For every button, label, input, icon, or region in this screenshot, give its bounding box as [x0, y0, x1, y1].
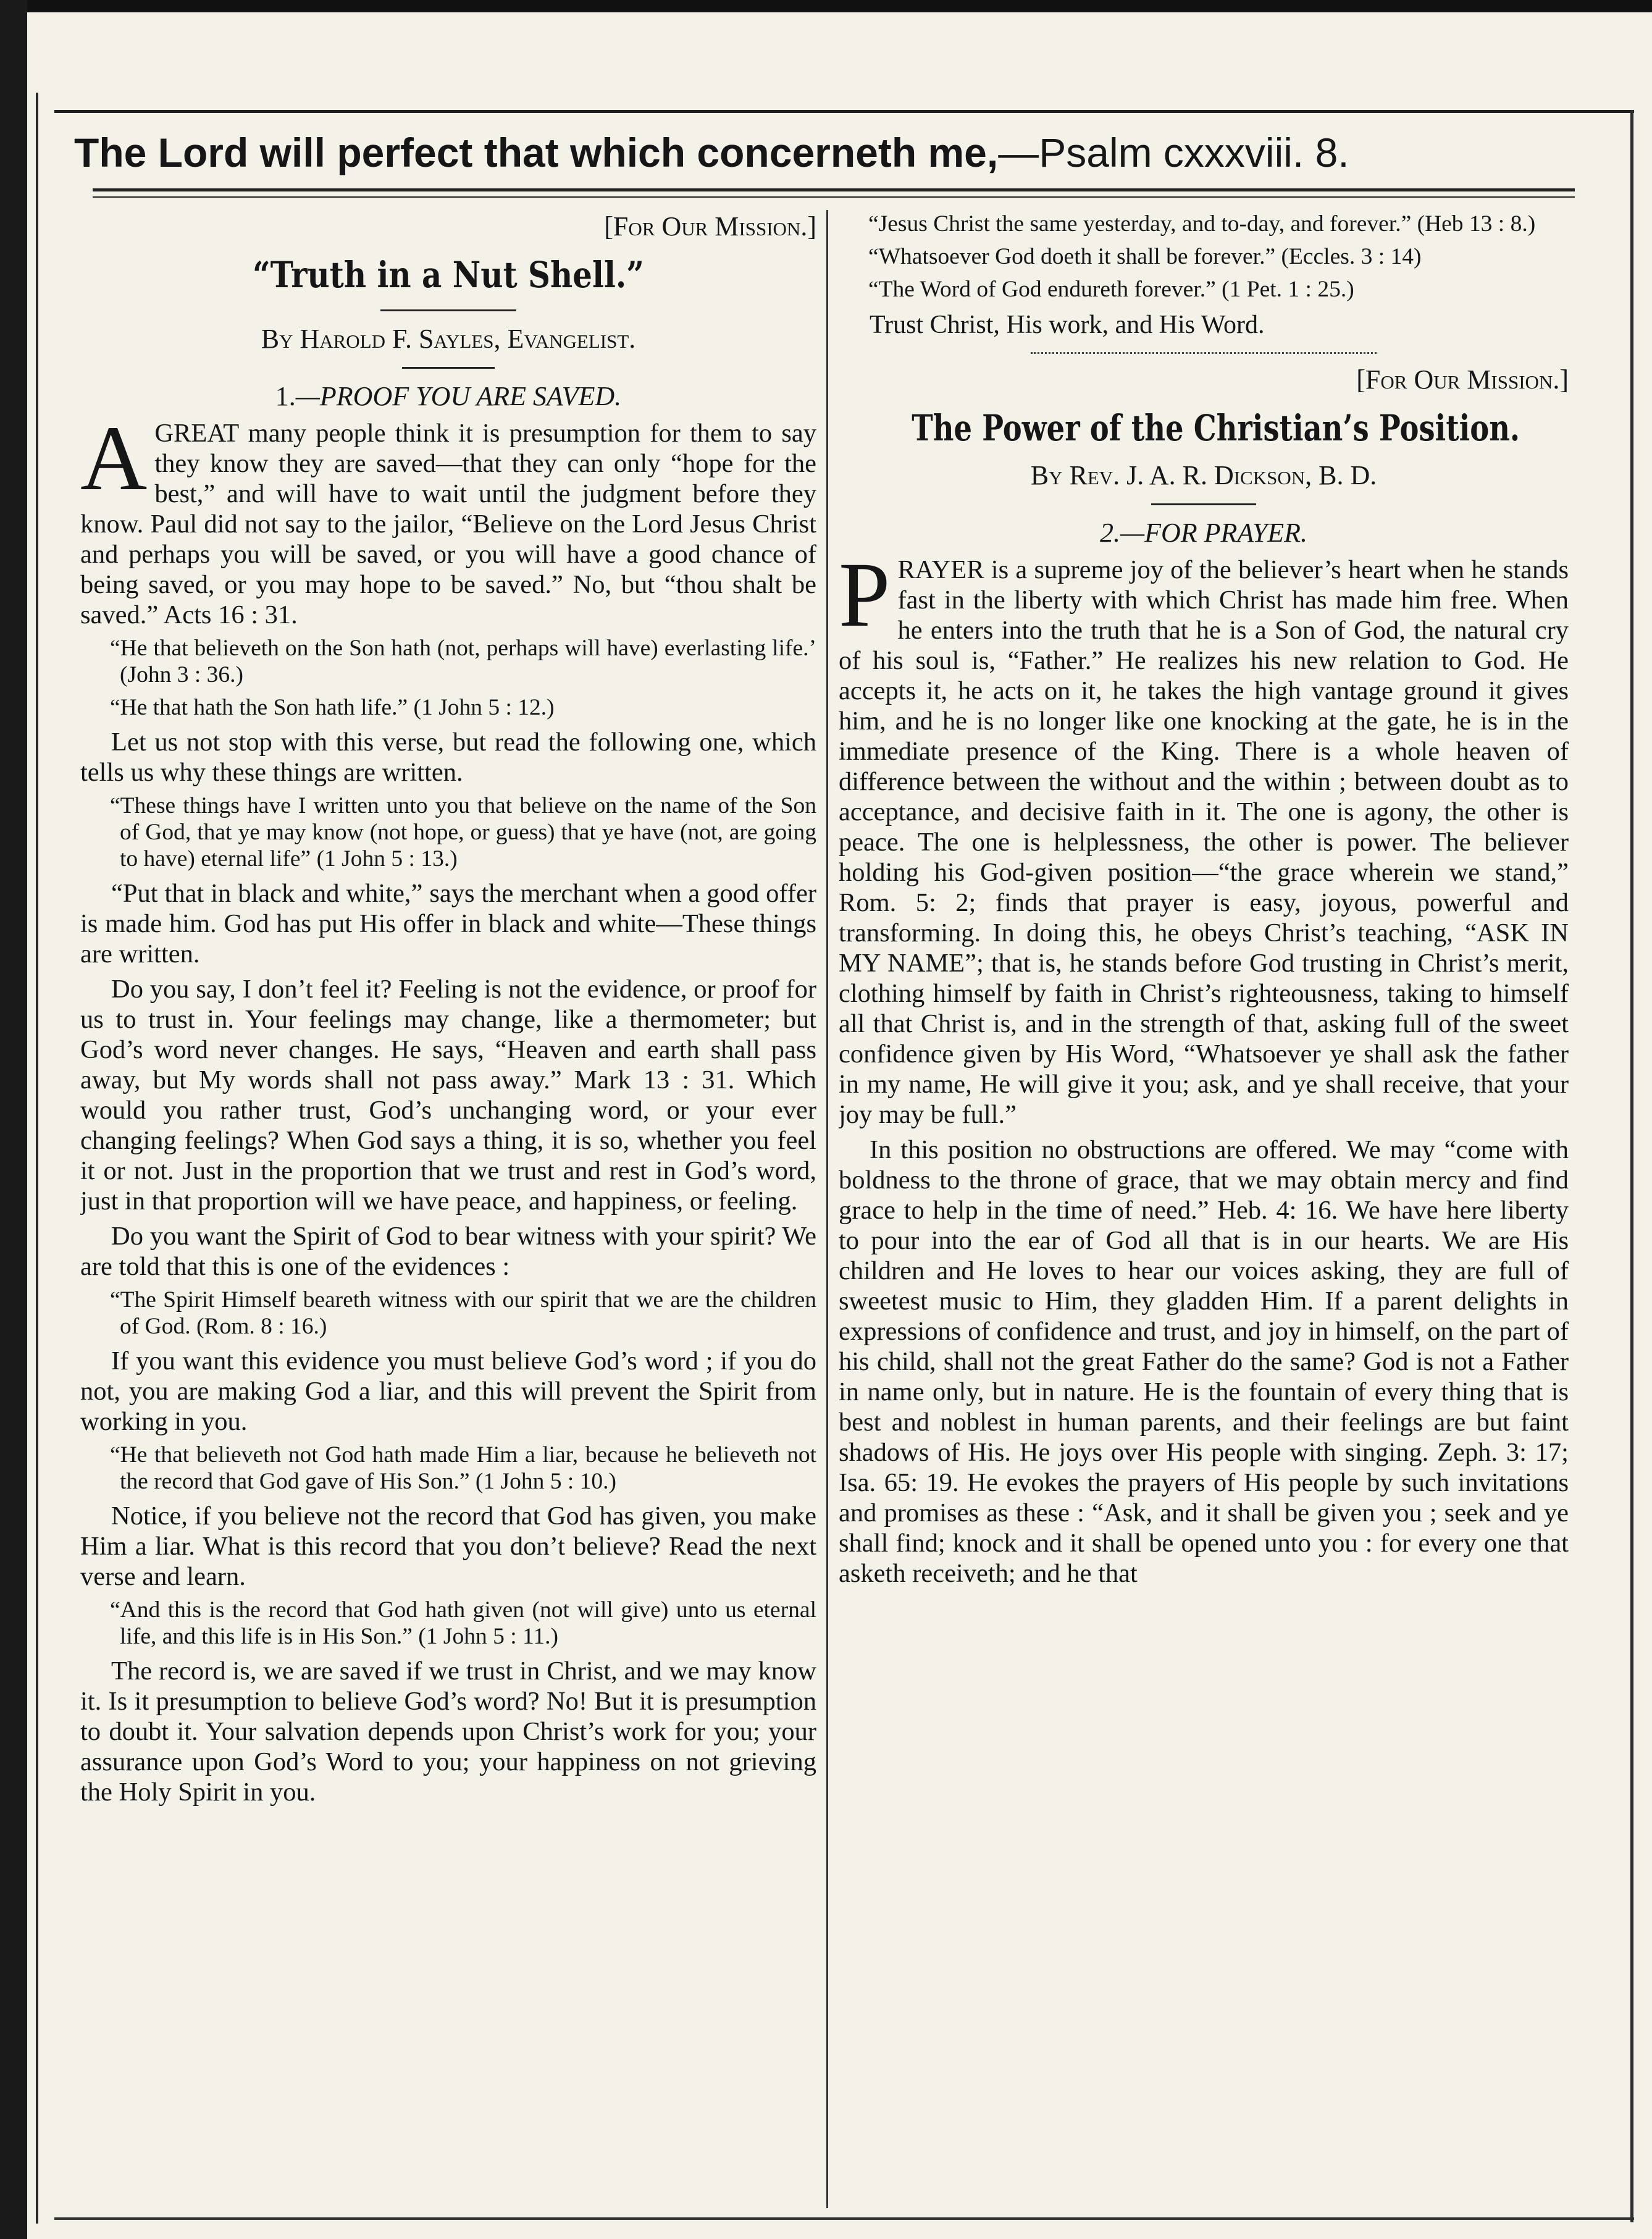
header-reference: —Psalm cxxxviii. 8.	[998, 130, 1349, 175]
article1-paragraph-1: AGREAT many people think it is presumption for them to say they know they are saved—that they can only “hope for the best,” and will have to wait until the judgment before they know. Paul did not say to the jailor, “Believe on the Lord Jesus Christ and perhaps you will be saved, or you will have a good chance of being saved, or you may hope to be saved.” No, but “thou shalt be saved.” Acts 16 : 31.	[80, 407, 816, 629]
article1-quote-4: “The Spirit Himself beareth witness with our spirit that we are the children of God. (Rom. 8 : 16.)	[110, 1287, 816, 1339]
left-column	[80, 207, 816, 2208]
article1-quote-5: “He that believeth not God hath made Him a liar, because he believeth not the record that God gave of His Son.” (1 John 5 : 10.)	[110, 1442, 816, 1494]
article-separator	[1031, 352, 1377, 354]
header-rule-thin	[93, 196, 1575, 198]
frame-bottom-rule	[54, 2217, 1634, 2220]
column-divider	[826, 210, 828, 2208]
article1-quote-3: “These things have I written unto you that believe on the name of the Son of God, that ye may know (not hope, or guess) that ye have (not, are going to have) eternal life” (1 John 5 : 13.)	[110, 793, 816, 872]
header-rule-thick	[93, 188, 1575, 191]
article1-paragraph-7: Notice, if you believe not the record that God has given, you make Him a liar. What is this record that you don’t believe? Read the next verse and learn.	[80, 1502, 816, 1591]
article2-paragraph-1: PRAYER is a supreme joy of the believer’s heart when he stands fast in the liberty with which Christ has made him free. When he enters into the truth that he is a Son of God, the natural cry of his soul is, “Father.” He realizes his new relation to God. He accepts it, he acts on it, he takes the high vantage ground it gives him, and he is no longer like one knocking at the gate, he is in the immediate presence of the King. There is a whole heaven of difference between the without and the within ; between doubt as to acceptance, and decisive faith in it. The one is agony, the other is peace. The one is helplessness, the other is power. The believer holding his God-given position—“the grace wherein we stand,” Rom. 5: 2; finds that prayer is easy, joyous, powerful and transforming. In doing this, he obeys Christ’s teaching, “ASK IN MY NAME”; that is, he stands before God trusting in Christ’s merit, clothing himself by faith in Christ’s righteousness, taking to himself all that Christ is, and in the strength of that, asking full of the sweet confidence given by His Word, “Whatsoever ye shall ask the father in my name, He will give it you; ask, and ye shall receive, that your joy may be full.”	[839, 544, 1569, 1129]
article1-source: [For Our Mission.]	[604, 211, 816, 242]
article1-subhead-text: —PROOF YOU ARE SAVED.	[295, 381, 622, 411]
article2-title: The Power of the Christian’s Position.	[912, 407, 1520, 449]
header-verse: The Lord will perfect that which concerneth me,	[74, 130, 999, 175]
article2-source: [For Our Mission.]	[1356, 364, 1569, 395]
article1-paragraph-6: If you want this evidence you must believe God’s word ; if you do not, you are making God a liar, and this will prevent the Spirit from working in you.	[80, 1346, 816, 1436]
article1-quote-6: “And this is the record that God hath given (not will give) unto us eternal life, and this life is in His Son.” (1 John 5 : 11.)	[110, 1597, 816, 1649]
article1-quote-1: “He that believeth on the Son hath (not, perhaps will have) everlasting life.’ (John 3 : 36.)	[110, 636, 816, 687]
scan-binding-edge	[0, 0, 27, 2239]
frame-right-rule	[1630, 110, 1633, 2222]
article1-byline: By Harold F. Sayles, Evangelist.	[261, 324, 636, 354]
article1-quote-8: “Whatsoever God doeth it shall be forever.” (Eccles. 3 : 14)	[868, 244, 1422, 269]
title-rule	[380, 309, 516, 311]
article1-paragraph-5: Do you want the Spirit of God to bear witness with your spirit? We are told that this is one of the evidences :	[80, 1222, 816, 1281]
article2-subhead: 2.—FOR PRAYER.	[1099, 518, 1308, 548]
byline-rule-2	[1151, 503, 1256, 505]
frame-top-rule	[54, 110, 1634, 113]
article2-byline: By Rev. J. A. R. Dickson, B. D.	[1030, 460, 1377, 490]
article1-quote-7: “Jesus Christ the same yesterday, and to-day, and forever.” (Heb 13 : 8.)	[868, 211, 1536, 237]
article1-quote-2: “He that hath the Son hath life.” (1 John 5 : 12.)	[110, 695, 555, 720]
article1-paragraph-8: The record is, we are saved if we trust in Christ, and we may know it. Is it presumption to believe God’s word? No! But it is presumption to doubt it. Your salvation depends upon Christ’s work for you; your assurance upon God’s Word to you; your happiness on not grieving the Holy Spirit in you.	[80, 1657, 816, 1807]
right-column	[839, 207, 1569, 2208]
article1-subhead	[80, 377, 816, 416]
article1-quote-9: “The Word of God endureth forever.” (1 Pet. 1 : 25.)	[868, 277, 1354, 302]
article1-paragraph-2: Let us not stop with this verse, but read the following one, which tells us why these things are written.	[80, 728, 816, 787]
article1-title: “Truth in a Nut Shell.”	[253, 254, 644, 296]
page-header	[74, 120, 1630, 185]
article1-paragraph-4: Do you say, I don’t feel it? Feeling is not the evidence, or proof for us to trust in. Your feelings may change, like a thermometer; but God’s word never changes. He says, “Heaven and earth shall pass away, but My words shall not pass away.” Mark 13 : 31. Which would you rather trust, God’s unchanging word, or your ever changing feelings? When God says a thing, it is so, whether you feel it or not. Just in the proportion that we trust and rest in God’s word, just in that proportion will we have peace, and happiness, or feeling.	[80, 975, 816, 1216]
article1-subhead-number: 1.	[275, 381, 296, 411]
article2-paragraph-2: In this position no obstructions are offered. We may “come with boldness to the throne of grace, that we may obtain mercy and find grace to help in the time of need.” Heb. 4: 16. We have here liberty to pour into the ear of God all that is in our hearts. We are His children and He loves to hear our voices asking, they are full of sweetest music to Him, they gladden Him. If a parent delights in expressions of confidence and trust, and joy in himself, on the part of his child, shall not the great Father do the same? God is not a Father in name only, but in nature. He is the fountain of every thing that is best and noblest in human parents, and their feelings are but faint shadows of His. He joys over His people with singing. Zeph. 3: 17; Isa. 65: 19. He evokes the prayers of His people by such invitations and promises as these : “Ask, and it shall be given you ; seek and ye shall find; knock and it shall be opened unto you : for every one that asketh receiveth; and he that	[839, 1135, 1569, 1588]
article1-paragraph-3: “Put that in black and white,” says the merchant when a good offer is made him. God has put His offer in black and white—These things are written.	[80, 879, 816, 968]
byline-rule	[402, 367, 495, 369]
article1-closing: Trust Christ, His work, and His Word.	[870, 311, 1265, 339]
scan-top-edge	[0, 0, 1652, 12]
margin-line	[36, 93, 38, 2224]
